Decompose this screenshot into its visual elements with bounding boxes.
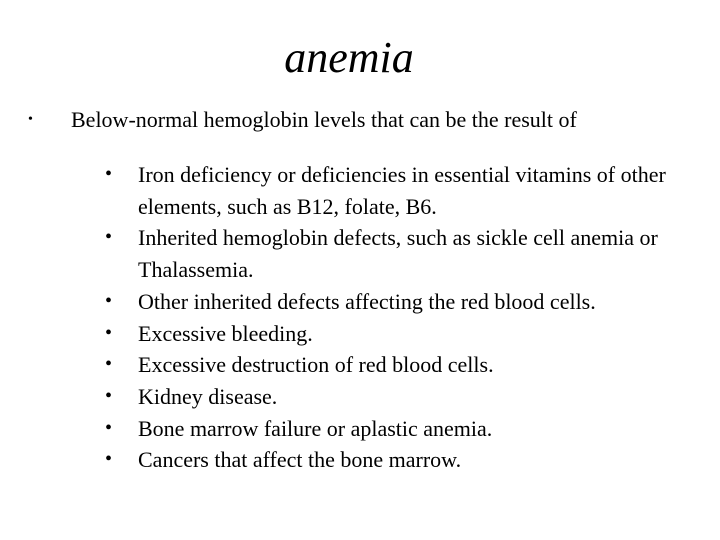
slide-title: anemia [284, 33, 414, 82]
sub-bullet-text: Iron deficiency or deficiencies in essential vitamins of other elements, such as B12, folate, B6. [138, 162, 666, 219]
sub-bullet-item [105, 349, 695, 381]
bullet-icon: • [105, 448, 113, 471]
bullet-icon: • [105, 289, 113, 312]
sub-bullet-item [105, 286, 695, 318]
sub-bullet-text: Excessive destruction of red blood cells. [138, 352, 494, 378]
sub-bullet-item [105, 222, 695, 285]
bullet-icon: • [105, 416, 113, 439]
bullet-icon: • [105, 226, 113, 249]
sub-bullet-list [105, 159, 695, 476]
main-bullet-text: Below-normal hemoglobin levels that can be the result of [71, 107, 577, 132]
sub-bullet-item [105, 381, 695, 413]
sub-bullet-text: Inherited hemoglobin defects, such as sickle cell anemia or Thalassemia. [138, 225, 658, 283]
main-bullet-item [0, 103, 720, 476]
sub-bullet-text: Other inherited defects affecting the red blood cells. [138, 288, 596, 314]
sub-bullet-text: Kidney disease. [138, 383, 278, 409]
bullet-icon: • [28, 112, 33, 127]
sub-bullet-text: Bone marrow failure or aplastic anemia. [138, 415, 493, 441]
bullet-icon: • [105, 353, 113, 376]
sub-bullet-item [105, 159, 695, 222]
sub-bullet-item [105, 444, 695, 476]
bullet-icon: • [105, 163, 113, 185]
sub-bullet-item [105, 318, 695, 350]
bullet-icon: • [105, 321, 113, 344]
sub-bullet-item [105, 413, 695, 445]
main-bullet-list [0, 103, 720, 476]
sub-bullet-text: Cancers that affect the bone marrow. [138, 447, 462, 473]
bullet-icon: • [105, 384, 113, 407]
sub-bullet-text: Excessive bleeding. [138, 320, 313, 346]
